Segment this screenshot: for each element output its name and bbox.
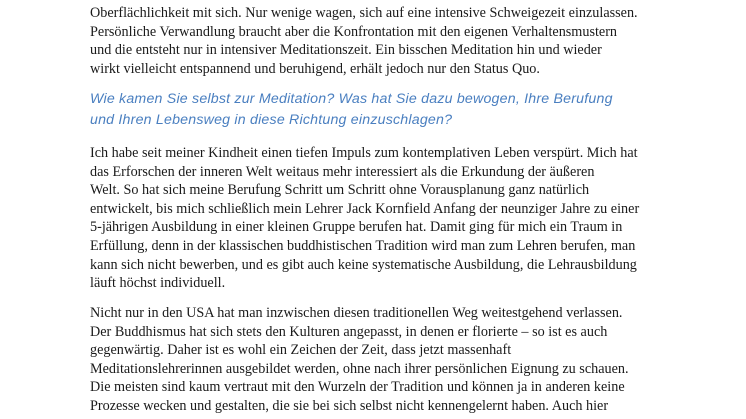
text-line: Persönliche Verwandlung braucht aber die Konfrontation mit den eigenen Verhaltensmustern <box>90 23 618 40</box>
text-line: Erfüllung, denn in der klassischen buddhistischen Tradition wird man zum Lehren berufen, man <box>90 237 636 254</box>
text-line: Die meisten sind kaum vertraut mit den Wurzeln der Tradition und können ja in anderen keine <box>90 379 625 396</box>
text-line: Nicht nur in den USA hat man inzwischen diesen traditionellen Weg weitestgehend verlassen. <box>90 305 623 321</box>
text-line: wirkt vielleicht entspannend und beruhigend, erhält jedoch nur den Status Quo. <box>90 60 540 77</box>
text-line: und die entsteht nur in intensiver Meditationszeit. Ein bisschen Meditation hin und wieder <box>90 42 602 59</box>
text-line: kann sich nicht bewerben, und es gibt auch keine systematische Ausbildung, die Lehrausbildung <box>90 256 637 273</box>
question-line: Wie kamen Sie selbst zur Meditation? Was hat Sie dazu bewogen, Ihre Berufung <box>90 91 613 107</box>
answer-paragraph-3 <box>90 304 690 416</box>
text-line: Prozesse wecken und gestalten, die sie bei sich selbst nicht kennengelernt haben. Auch hier <box>90 397 609 414</box>
text-line: Oberflächlichkeit mit sich. Nur wenige wagen, sich auf eine intensive Schweigezeit einzulassen. <box>90 5 638 21</box>
answer-paragraph-2 <box>90 144 690 293</box>
text-line: Der Buddhismus hat sich stets den Kulturen angepasst, in denen er florierte – so ist es auch <box>90 323 608 340</box>
text-line: gegenwärtig. Daher ist es wohl ein Zeichen der Zeit, dass jetzt massenhaft <box>90 342 512 359</box>
text-line: läuft höchst individuell. <box>90 275 226 292</box>
answer-paragraph-1 <box>90 4 690 78</box>
text-line: Meditationslehrerinnen ausgebildet werden, ohne nach ihrer persönlichen Eignung zu schauen. <box>90 360 629 377</box>
question-line: und Ihren Lebensweg in diese Richtung einzuschlagen? <box>90 112 453 128</box>
text-line: das Erforschen der inneren Welt weitaus mehr interessiert als die Erkundung der äußeren <box>90 163 595 180</box>
text-line: Welt. So hat sich meine Berufung Schritt um Schritt ohne Vorausplanung ganz natürlich <box>90 182 590 199</box>
text-line: entwickelt, bis mich schließlich mein Lehrer Jack Kornfield Anfang der neunziger Jahre zu einer <box>90 200 640 217</box>
interview-question <box>90 89 690 131</box>
text-line: Ich habe seit meiner Kindheit einen tiefen Impuls zum kontemplativen Leben verspürt. Mich hat <box>90 145 638 161</box>
text-line: 5-jährigen Ausbildung in einer kleinen Gruppe berufen hat. Damit ging für mich ein Traum in <box>90 219 623 236</box>
